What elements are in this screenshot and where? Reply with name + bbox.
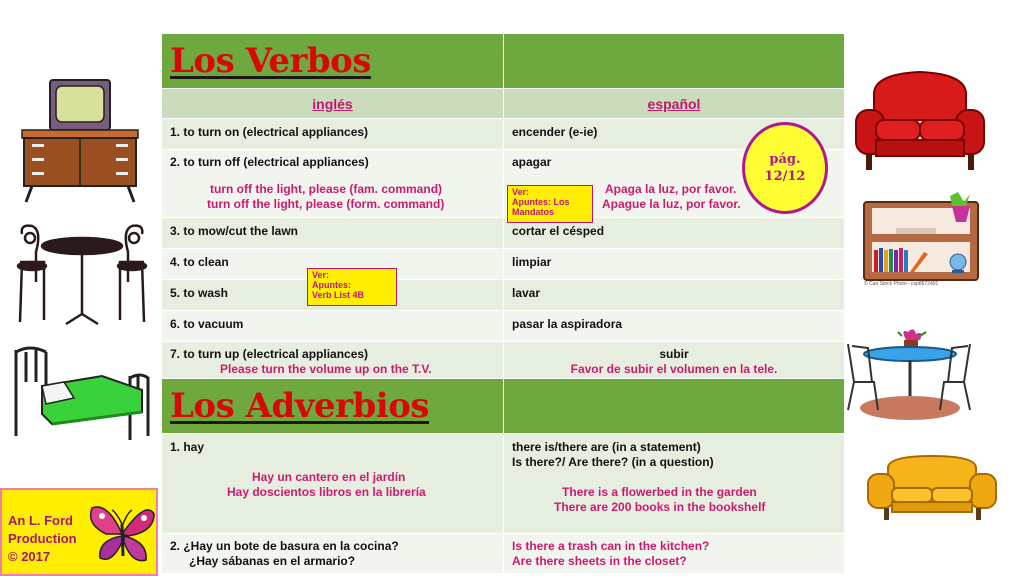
note-line: Apuntes: Los — [512, 197, 570, 207]
note-mandatos[interactable] — [507, 185, 593, 223]
tv-dresser-image — [18, 78, 142, 206]
table-row — [162, 434, 845, 534]
table-row — [162, 342, 845, 379]
example-english: turn off the light, please (form. command) — [207, 197, 445, 211]
note-line: Ver: — [312, 270, 330, 280]
verbs-header-row — [162, 34, 845, 89]
example-spanish: Apaga la luz, por favor. — [605, 182, 737, 196]
question-english: Are there sheets in the closet? — [512, 554, 687, 568]
verb-english: 5. to wash — [170, 286, 229, 300]
verb-spanish: subir — [659, 347, 689, 361]
adverb-meaning: Is there?/ Are there? (in a question) — [512, 455, 714, 469]
credit-line: An L. Ford — [8, 513, 73, 528]
verb-spanish: limpiar — [512, 255, 552, 269]
bistro-table-chairs-image — [14, 222, 150, 326]
page-badge-label: pág. — [769, 152, 801, 167]
verb-english: 4. to clean — [170, 255, 229, 269]
red-sofa-image — [852, 68, 988, 174]
verb-english: 1. to turn on (electrical appliances) — [170, 125, 369, 139]
column-header-english[interactable]: inglés — [312, 95, 353, 112]
yellow-loveseat-image — [864, 452, 1000, 524]
example-english-sentence: There is a flowerbed in the garden — [562, 485, 757, 499]
example-spanish-sentence: Hay un cantero en el jardín — [252, 470, 406, 484]
note-line: Apuntes: — [312, 280, 351, 290]
note-line: Ver: — [512, 187, 530, 197]
vocabulary-table — [161, 33, 845, 574]
verb-spanish: lavar — [512, 286, 541, 300]
table-row — [162, 218, 845, 249]
question-english: Is there a trash can in the kitchen? — [512, 539, 710, 553]
verb-spanish: encender (e-ie) — [512, 125, 598, 139]
bed-image — [12, 342, 152, 442]
adverbs-title: Los Adverbios — [170, 386, 430, 426]
verb-english: 3. to mow/cut the lawn — [170, 224, 299, 238]
example-english: turn off the light, please (fam. command) — [210, 182, 443, 196]
page-badge-number: 12/12 — [764, 169, 806, 184]
column-header-row — [162, 89, 845, 119]
column-header-spanish[interactable]: español — [647, 95, 701, 112]
verb-english: 7. to turn up (electrical appliances) — [170, 347, 369, 361]
example-spanish: Apague la luz, por favor. — [602, 197, 741, 211]
example-english-sentence: There are 200 books in the bookshelf — [554, 500, 766, 514]
credit-line: © 2017 — [8, 549, 51, 564]
example-spanish-sentence: Hay doscientos libros en la librería — [227, 485, 426, 499]
note-verb-list[interactable] — [307, 268, 397, 306]
question-spanish: ¿Hay sábanas en el armario? — [189, 554, 356, 568]
patio-table-image — [844, 326, 976, 422]
example-english: Please turn the volume up on the T.V. — [220, 362, 432, 376]
note-line: Verb List 4B — [312, 290, 365, 300]
verb-spanish: apagar — [512, 155, 552, 169]
verb-english: 6. to vacuum — [170, 317, 244, 331]
credit-box — [0, 488, 158, 576]
note-line: Mandatos — [512, 207, 555, 217]
table-row — [162, 534, 845, 574]
verbs-title: Los Verbos — [170, 41, 371, 81]
table-row — [162, 311, 845, 342]
bookshelf-image — [860, 192, 984, 286]
bookshelf-caption: © Can Stock Photo - csp8572491 — [864, 281, 939, 286]
verb-spanish: cortar el césped — [512, 224, 605, 238]
example-spanish: Favor de subir el volumen en la tele. — [570, 362, 778, 376]
table-row — [162, 249, 845, 280]
butterfly-icon — [88, 494, 156, 574]
table-row — [162, 280, 845, 311]
adverb-meaning: there is/there are (in a statement) — [512, 440, 701, 454]
verb-english: 2. to turn off (electrical appliances) — [170, 155, 369, 169]
table-row — [162, 119, 845, 150]
page-badge — [742, 122, 828, 214]
verb-spanish: pasar la aspiradora — [512, 317, 623, 331]
adverbs-header-row — [162, 379, 845, 434]
credit-line: Production — [8, 531, 77, 546]
adverb-english: 1. hay — [170, 440, 205, 454]
question-spanish: 2. ¿Hay un bote de basura en la cocina? — [170, 539, 399, 553]
